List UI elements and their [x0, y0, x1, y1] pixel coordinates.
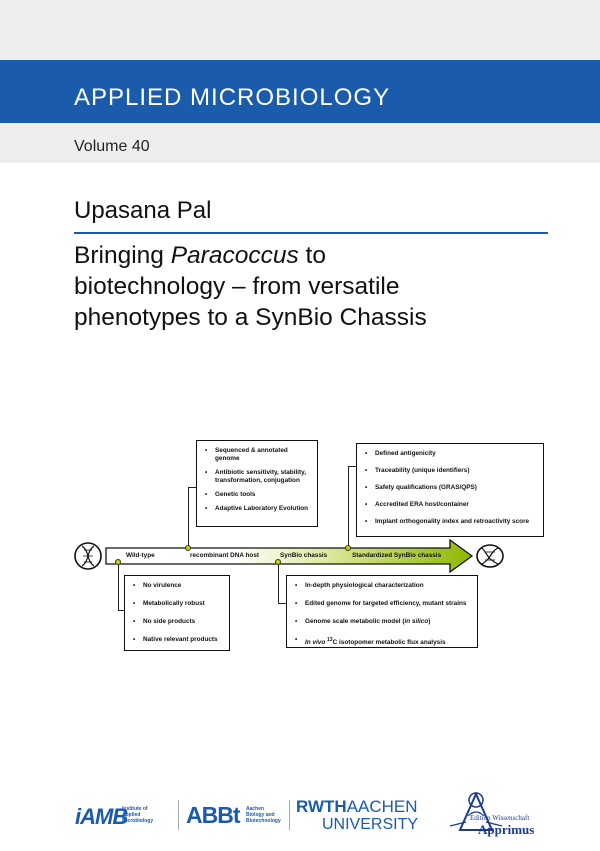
- box-standardized-chassis: [356, 443, 544, 537]
- list-item-text: Genome scale metabolic model (: [305, 618, 405, 625]
- title-rule: [74, 232, 548, 234]
- iamb-subtitle: [122, 806, 153, 824]
- list-item: • In-depth physiological characterization: [305, 582, 473, 590]
- stage-recombinant: recombinant DNA host: [190, 552, 259, 559]
- logo-divider: [289, 800, 290, 830]
- chassis-diagram: [68, 440, 530, 652]
- list-item: • No side products: [143, 618, 225, 626]
- connector: [188, 487, 196, 488]
- list-item: • Safety qualifications (GRAS/QPS): [375, 484, 539, 492]
- box-recombinant-host: [196, 440, 318, 527]
- list-item-italic: in silico: [404, 618, 429, 625]
- aachen-wordmark: AACHEN: [346, 797, 418, 816]
- stage-wild-type: Wild-type: [126, 552, 155, 559]
- volume-label: Volume 40: [74, 138, 150, 155]
- list-item-text: C isotopomer metabolic flux analysis: [332, 639, 446, 647]
- abbt-sub-line: Biology and: [246, 812, 275, 818]
- list-item: • Defined antigenicity: [375, 450, 539, 458]
- apprimus-wordmark: Apprimus: [478, 822, 535, 837]
- iamb-sub-line: Institute of: [122, 806, 148, 812]
- title-text-1: Bringing: [74, 242, 171, 269]
- rwth-logo: [296, 798, 418, 833]
- box-wild-type: [124, 575, 230, 651]
- title-line-3: phenotypes to a SynBio Chassis: [74, 304, 427, 331]
- abbt-logo: [186, 802, 240, 829]
- list-item: • Sequenced & annotated genome: [215, 447, 313, 463]
- list-item: • Metabolically robust: [143, 600, 225, 608]
- stage-synbio: SynBio chassis: [280, 552, 328, 559]
- connector: [348, 466, 349, 545]
- title-text-2: to: [298, 242, 326, 269]
- iamb-sub-line: Applied: [122, 812, 141, 818]
- series-title: APPLIED MICROBIOLOGY: [74, 84, 391, 111]
- abbt-subtitle: [246, 806, 281, 824]
- abbt-sub-line: Biotechnology: [246, 818, 281, 824]
- iamb-logo: [75, 804, 127, 830]
- marker-recombinant: [185, 545, 191, 551]
- list-item: [305, 636, 473, 647]
- list-item: • Edited genome for targeted efficiency, mutant strains: [305, 600, 473, 608]
- connector: [118, 565, 119, 610]
- cell-icon-right: [477, 545, 503, 567]
- list-item-italic: In vivo: [305, 639, 326, 647]
- connector: [278, 603, 286, 604]
- list-item: • Adaptive Laboratory Evolution: [215, 505, 313, 513]
- iamb-wordmark: iAMB: [75, 804, 128, 829]
- author-name: Upasana Pal: [74, 197, 212, 224]
- logo-divider: [178, 800, 179, 830]
- list-item: • Implant orthogonality index and retroactivity score: [375, 518, 539, 526]
- title-genus: Paracoccus: [170, 242, 299, 269]
- list-item: • Accredited ERA host/container: [375, 501, 539, 509]
- footer-logos: [0, 780, 600, 840]
- box-synbio-chassis: [286, 575, 478, 648]
- abbt-wordmark: ABBt: [186, 802, 240, 828]
- list-item: • Native relevant products: [143, 636, 225, 644]
- list-item: • Genetic tools: [215, 491, 313, 499]
- list-item: • Traceability (unique identifiers): [375, 467, 539, 475]
- list-item: • No virulence: [143, 582, 225, 590]
- list-item: [305, 618, 473, 626]
- connector: [278, 565, 279, 603]
- connector: [188, 487, 189, 545]
- iamb-sub-line: Microbiology: [122, 818, 154, 824]
- book-title: [74, 240, 574, 333]
- university-wordmark: UNIVERSITY: [322, 816, 419, 833]
- abbt-sub-line: Aachen: [246, 806, 265, 812]
- top-margin: [0, 0, 600, 60]
- stage-standardized: Standardized SynBio chassis: [352, 552, 442, 559]
- rwth-wordmark: RWTH: [296, 797, 347, 816]
- marker-standardized: [345, 545, 351, 551]
- list-item-text: ): [428, 618, 431, 625]
- superscript: 13: [327, 637, 333, 643]
- apprimus-edition: Edition Wissenschaft: [470, 814, 530, 822]
- cell-icon-left: [75, 543, 101, 569]
- title-line-2: biotechnology – from versatile: [74, 273, 400, 300]
- connector: [348, 466, 356, 467]
- list-item: • Antibiotic sensitivity, stability, transformation, conjugation: [215, 469, 313, 485]
